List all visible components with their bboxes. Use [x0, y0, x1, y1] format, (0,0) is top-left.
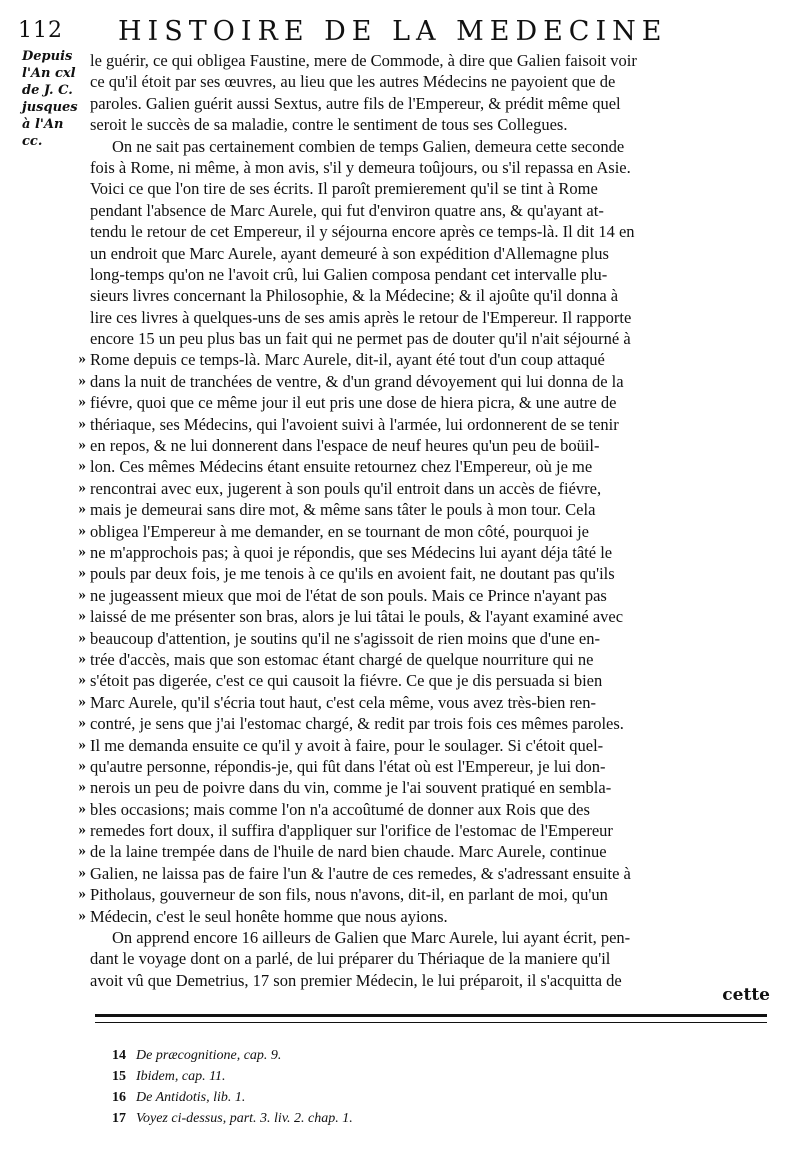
text-line-content: beaucoup d'attention, je soutins qu'il ne s'agissoit de rien moins que d'une en- — [90, 628, 601, 648]
quotation-mark: » — [78, 736, 86, 753]
text-line — [78, 906, 770, 927]
text-line — [78, 435, 770, 456]
text-line-content: sieurs livres concernant la Philosophie, & la Médecine; & il ajoûte qu'il donna à — [90, 286, 619, 306]
text-line-content: en repos, & ne lui donnerent dans l'espace de neuf heures qu'un peu de boüil- — [90, 436, 600, 456]
quotation-mark: » — [78, 800, 86, 817]
text-line-content: un endroit que Marc Aurele, ayant demeuré à son expédition d'Allemagne plus — [90, 243, 609, 263]
text-line — [90, 264, 770, 285]
text-line-content: seroit le succès de sa maladie, contre le sentiment de tous ses Collegues. — [90, 115, 568, 135]
footnote-rule-thin — [95, 1022, 767, 1023]
quotation-mark: » — [78, 479, 86, 496]
text-line — [78, 884, 770, 905]
footnote-rule-thick — [95, 1014, 767, 1017]
text-line — [90, 285, 770, 306]
quotation-mark: » — [78, 693, 86, 710]
footnote — [112, 1066, 732, 1087]
text-line-content: dans la nuit de tranchées de ventre, & d'un grand dévoyement qui lui donna de la — [90, 371, 624, 391]
text-line — [90, 157, 770, 178]
body-text — [78, 50, 770, 991]
footnotes — [112, 1045, 732, 1129]
text-line-content: bles occasions; mais comme l'on n'a accoûtumé de donner aux Rois que des — [90, 799, 590, 819]
text-line-content: remedes fort doux, il suffira d'appliquer sur l'orifice de l'estomac de l'Empereur — [90, 821, 613, 841]
margin-note-line: de J. C. — [22, 83, 73, 98]
quotation-mark: » — [78, 394, 86, 411]
text-line — [90, 178, 770, 199]
quotation-mark: » — [78, 565, 86, 582]
quotation-mark: » — [78, 437, 86, 454]
text-line-content: lon. Ces mêmes Médecins étant ensuite retournez chez l'Empereur, où je me — [90, 457, 593, 477]
text-line-content: fiévre, quoi que ce même jour il eut pris une dose de hiera picra, & une autre de — [90, 393, 617, 413]
text-line — [90, 114, 770, 135]
text-line — [90, 50, 770, 71]
text-line — [90, 970, 770, 991]
text-line — [90, 221, 770, 242]
footnote-text: De Antidotis, lib. 1. — [136, 1090, 246, 1105]
quotation-mark: » — [78, 522, 86, 539]
catchword: cette — [722, 985, 770, 1005]
quotation-mark: » — [78, 715, 86, 732]
text-line — [78, 606, 770, 627]
text-line-content: Pitholaus, gouverneur de son fils, nous n'avons, dit-il, en parlant de moi, qu'un — [90, 885, 608, 905]
quotation-mark: » — [78, 586, 86, 603]
quotation-mark: » — [78, 864, 86, 881]
quotation-mark: » — [78, 650, 86, 667]
quotation-mark: » — [78, 907, 86, 924]
text-line-content: long-temps qu'on ne l'avoit crû, lui Galien composa pendant cet intervalle plu- — [90, 264, 608, 284]
footnote-text: Ibidem, cap. 11. — [136, 1069, 226, 1084]
margin-note-line: jusques — [22, 100, 78, 115]
text-line — [78, 735, 770, 756]
text-line — [78, 456, 770, 477]
text-line-content: rencontrai avec eux, jugerent à son pouls qu'il entroit dans un accès de fiévre, — [90, 478, 602, 498]
text-line-content: pendant l'absence de Marc Aurele, qui fut d'environ quatre ans, & qu'ayant at- — [90, 200, 604, 220]
text-line — [78, 414, 770, 435]
text-line-content: pouls par deux fois, je me tenois à ce qu'ils en avoient fait, ne doutant pas qu'ils — [90, 564, 615, 584]
text-line — [78, 799, 770, 820]
footnote — [112, 1087, 732, 1108]
text-line-content: tendu le retour de cet Empereur, il y séjourna encore après ce temps-là. Il dit 14 en — [90, 222, 635, 242]
text-line — [78, 478, 770, 499]
text-line — [78, 349, 770, 370]
text-line-content: obligea l'Empereur à me demander, en se tournant de mon côté, pourquoi je — [90, 521, 589, 541]
text-line-content: Médecin, c'est le seul honête homme que nous ayions. — [90, 906, 448, 926]
footnote-number: 16 — [112, 1090, 126, 1105]
text-line — [78, 820, 770, 841]
text-line-content: ce qu'il étoit par ses œuvres, au lieu que les autres Médecins ne payoient que de — [90, 72, 616, 92]
text-line — [78, 585, 770, 606]
footnote — [112, 1108, 732, 1129]
text-line — [90, 71, 770, 92]
text-line-content: Voici ce que l'on tire de ses écrits. Il paroît premierement qu'il se tint à Rome — [90, 179, 598, 199]
text-line-content: On ne sait pas certainement combien de temps Galien, demeura cette seconde — [112, 136, 625, 156]
page-number: 112 — [18, 18, 63, 43]
text-line-content: qu'autre personne, répondis-je, qui fût dans l'état où est l'Empereur, je lui don- — [90, 756, 606, 776]
text-line — [90, 328, 770, 349]
quotation-mark: » — [78, 351, 86, 368]
running-title: HISTOIRE DE LA MEDECINE — [118, 16, 668, 47]
text-line-content: s'étoit pas digerée, c'est ce qui causoit la fiévre. Ce que je dis persuada si bien — [90, 671, 603, 691]
quotation-mark: » — [78, 543, 86, 560]
quotation-mark: » — [78, 372, 86, 389]
text-line — [90, 927, 770, 948]
margin-note-line: Depuis — [22, 49, 73, 64]
text-line-content: de la laine trempée dans de l'huile de nard bien chaude. Marc Aurele, continue — [90, 842, 607, 862]
margin-note-line: à l'An — [22, 117, 64, 132]
text-line-content: fois à Rome, ni même, à mon avis, s'il y demeura toûjours, ou s'il repassa en Asie. — [90, 157, 631, 177]
text-line — [90, 93, 770, 114]
text-line — [90, 200, 770, 221]
quotation-mark: » — [78, 843, 86, 860]
text-line-content: contré, je sens que j'ai l'estomac chargé, & redit par trois fois ces mêmes paroles. — [90, 714, 624, 734]
text-line — [78, 392, 770, 413]
text-line-content: paroles. Galien guérit aussi Sextus, autre fils de l'Empereur, & prédit même quel — [90, 93, 621, 113]
text-line — [78, 371, 770, 392]
text-line-content: laissé de me présenter son bras, alors je lui tâtai le pouls, & l'ayant examiné avec — [90, 607, 624, 627]
text-line-content: thériaque, ses Médecins, qui l'avoient suivi à l'armée, lui ordonnerent de se tenir — [90, 414, 619, 434]
quotation-mark: » — [78, 757, 86, 774]
text-line — [78, 542, 770, 563]
text-line-content: dant le voyage dont on a parlé, de lui préparer du Thériaque de la maniere qu'il — [90, 949, 611, 969]
quotation-mark: » — [78, 415, 86, 432]
quotation-mark: » — [78, 458, 86, 475]
text-line-content: Marc Aurele, qu'il s'écria tout haut, c'est cela même, vous avez très-bien ren- — [90, 692, 597, 712]
quotation-mark: » — [78, 501, 86, 518]
quotation-mark: » — [78, 629, 86, 646]
margin-note-line: cc. — [22, 134, 43, 149]
text-line-content: nerois un peu de poivre dans du vin, comme je l'ai souvent pratiqué en sembla- — [90, 778, 612, 798]
quotation-mark: » — [78, 886, 86, 903]
text-line — [78, 713, 770, 734]
text-line — [90, 948, 770, 969]
text-line-content: mais je demeurai sans dire mot, & même sans tâter le pouls à mon tour. Cela — [90, 500, 596, 520]
footnote-number: 17 — [112, 1111, 126, 1126]
text-line — [78, 756, 770, 777]
text-line — [78, 863, 770, 884]
footnote-text: Voyez ci-dessus, part. 3. liv. 2. chap. 1. — [136, 1111, 353, 1126]
text-line-content: Galien, ne laissa pas de faire l'un & l'autre de ces remedes, & s'adressant ensuite à — [90, 863, 631, 883]
margin-note — [22, 48, 88, 150]
text-line — [78, 649, 770, 670]
text-line-content: le guérir, ce qui obligea Faustine, mere de Commode, à dire que Galien faisoit voir — [90, 51, 637, 70]
text-line-content: ne jugeassent mieux que moi de l'état de son pouls. Mais ce Prince n'ayant pas — [90, 585, 607, 605]
text-line-content: avoit vû que Demetrius, 17 son premier Médecin, le lui préparoit, il s'acquitta de — [90, 970, 622, 990]
text-line — [78, 841, 770, 862]
text-line — [78, 499, 770, 520]
text-line — [78, 692, 770, 713]
footnote-number: 15 — [112, 1069, 126, 1084]
text-line — [78, 777, 770, 798]
quotation-mark: » — [78, 822, 86, 839]
text-line-content: Rome depuis ce temps-là. Marc Aurele, dit-il, ayant été tout d'un coup attaqué — [90, 350, 605, 370]
text-line — [90, 136, 770, 157]
text-line-content: Il me demanda ensuite ce qu'il y avoit à faire, pour le soulager. Si c'étoit quel- — [90, 735, 604, 755]
text-line-content: trée d'accès, mais que son estomac étant chargé de quelque nourriture qui ne — [90, 649, 594, 669]
text-line — [90, 243, 770, 264]
text-line — [78, 521, 770, 542]
quotation-mark: » — [78, 672, 86, 689]
footnote-number: 14 — [112, 1048, 126, 1063]
text-line — [78, 628, 770, 649]
margin-note-line: l'An cxl — [22, 66, 76, 81]
text-line-content: On apprend encore 16 ailleurs de Galien que Marc Aurele, lui ayant écrit, pen- — [112, 928, 631, 948]
footnote-text: De præcognitione, cap. 9. — [136, 1048, 282, 1063]
text-line-content: encore 15 un peu plus bas un fait qui ne permet pas de douter qu'il n'ait séjourné à — [90, 329, 631, 349]
footnote — [112, 1045, 732, 1066]
text-line — [78, 563, 770, 584]
text-line — [90, 307, 770, 328]
quotation-mark: » — [78, 779, 86, 796]
text-line-content: lire ces livres à quelques-uns de ses amis après le retour de l'Empereur. Il rapporte — [90, 307, 632, 327]
text-line — [78, 670, 770, 691]
text-line-content: ne m'approchois pas; à quoi je répondis, que ses Médecins lui ayant déja tâté le — [90, 542, 613, 562]
page-header — [18, 14, 788, 48]
quotation-mark: » — [78, 608, 86, 625]
